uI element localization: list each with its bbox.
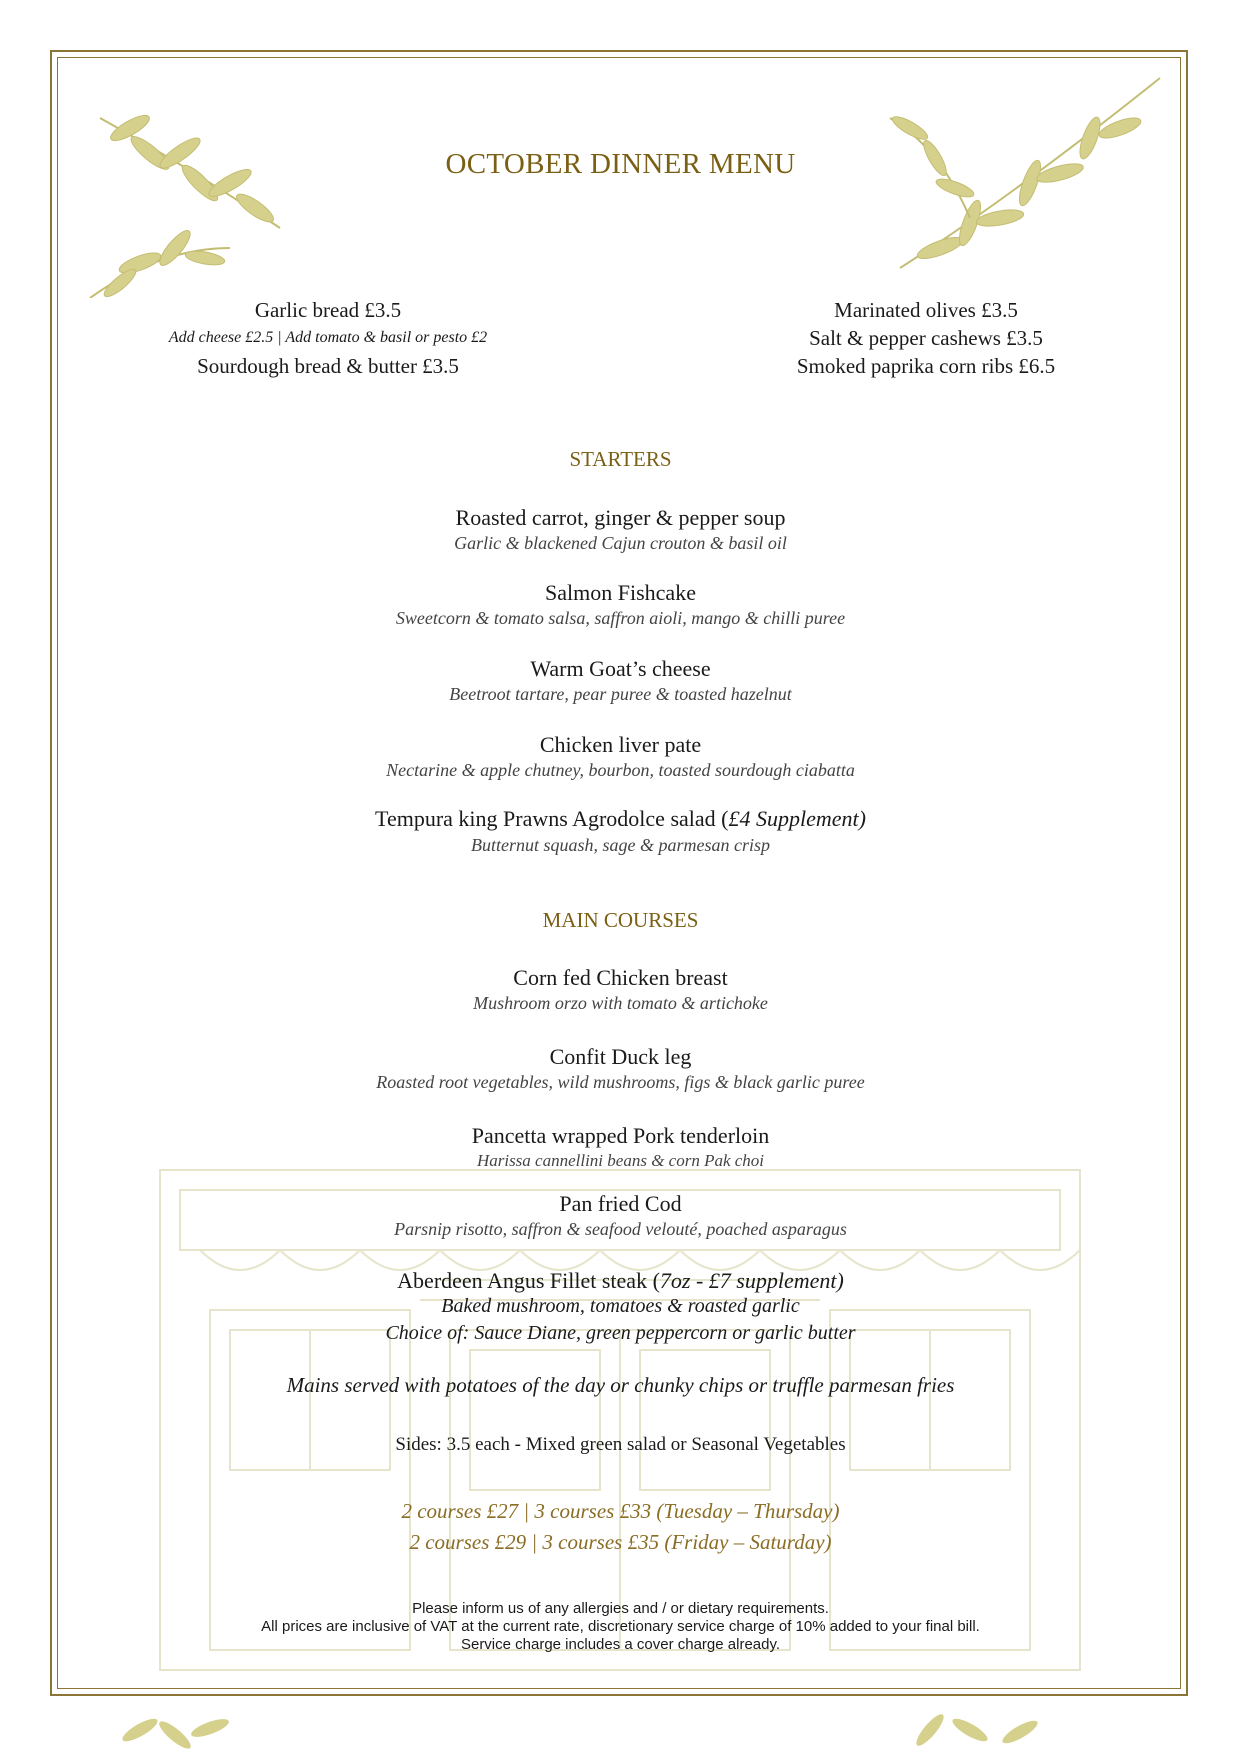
supplement-note: 7oz - £7 supplement) [659, 1268, 844, 1293]
starter-name-with-supplement [0, 806, 1241, 832]
main-desc: Harissa cannellini beans & corn Pak choi [476, 1151, 765, 1170]
starter-desc: Butternut squash, sage & parmesan crisp [471, 835, 770, 855]
starter-desc: Sweetcorn & tomato salsa, saffron aioli, mango & chilli puree [395, 608, 846, 628]
pricing-weekend: 2 courses £29 | 3 courses £35 (Friday – Saturday) [409, 1530, 832, 1554]
nibbles-left-column [68, 296, 588, 380]
starter-name: Warm Goat’s cheese [530, 656, 711, 681]
menu-title: OCTOBER DINNER MENU [445, 148, 796, 180]
main-name: Aberdeen Angus Fillet steak ( [397, 1268, 660, 1293]
starter-name: Salmon Fishcake [545, 580, 696, 605]
main-desc: Baked mushroom, tomatoes & roasted garlic [441, 1295, 800, 1317]
nibbles-right-column [666, 296, 1186, 380]
nibble-item: Marinated olives £3.5 [834, 298, 1018, 322]
main-desc: Mushroom orzo with tomato & artichoke [473, 993, 768, 1013]
main-desc: Parsnip risotto, saffron & seafood velouté, poached asparagus [394, 1219, 847, 1239]
starter-name: Roasted carrot, ginger & pepper soup [455, 505, 786, 530]
nibble-item: Garlic bread £3.5 [254, 298, 402, 322]
sides-note: Sides: 3.5 each - Mixed green salad or Seasonal Vegetables [395, 1434, 846, 1455]
main-name: Confit Duck leg [549, 1044, 692, 1069]
allergy-note: Please inform us of any allergies and / or dietary requirements. [412, 1600, 829, 1617]
mains-heading: MAIN COURSES [542, 908, 699, 932]
main-desc: Choice of: Sauce Diane, green peppercorn or garlic butter [385, 1322, 856, 1344]
nibble-item: Salt & pepper cashews £3.5 [809, 326, 1043, 350]
nibble-item: Sourdough bread & butter £3.5 [197, 354, 459, 378]
starters-heading: STARTERS [569, 447, 672, 471]
main-name-with-supplement [0, 1268, 1241, 1294]
starter-name: Tempura king Prawns Agrodolce salad ( [375, 806, 729, 831]
main-desc: Roasted root vegetables, wild mushrooms, figs & black garlic puree [376, 1072, 865, 1092]
main-name: Corn fed Chicken breast [513, 965, 728, 990]
starter-desc: Nectarine & apple chutney, bourbon, toasted sourdough ciabatta [386, 760, 855, 780]
pricing-weekday: 2 courses £27 | 3 courses £33 (Tuesday – Thursday) [401, 1499, 840, 1523]
mains-served-note: Mains served with potatoes of the day or chunky chips or truffle parmesan fries [286, 1373, 955, 1397]
service-charge-note: Service charge includes a cover charge already. [460, 1636, 781, 1653]
nibble-item: Smoked paprika corn ribs £6.5 [796, 354, 1056, 378]
starter-name: Chicken liver pate [539, 732, 702, 757]
vat-note: All prices are inclusive of VAT at the current rate, discretionary service charge of 10% added to your final bill. [261, 1618, 980, 1635]
main-name: Pancetta wrapped Pork tenderloin [471, 1123, 770, 1148]
main-name: Pan fried Cod [559, 1191, 682, 1216]
starter-desc: Beetroot tartare, pear puree & toasted hazelnut [449, 684, 792, 704]
nibble-note: Add cheese £2.5 | Add tomato & basil or pesto £2 [168, 329, 488, 346]
olive-branch-bottom-left-icon [110, 1700, 240, 1755]
olive-branch-bottom-right-icon [900, 1700, 1060, 1755]
starter-desc: Garlic & blackened Cajun crouton & basil oil [454, 533, 787, 553]
supplement-note: £4 Supplement) [728, 806, 866, 831]
